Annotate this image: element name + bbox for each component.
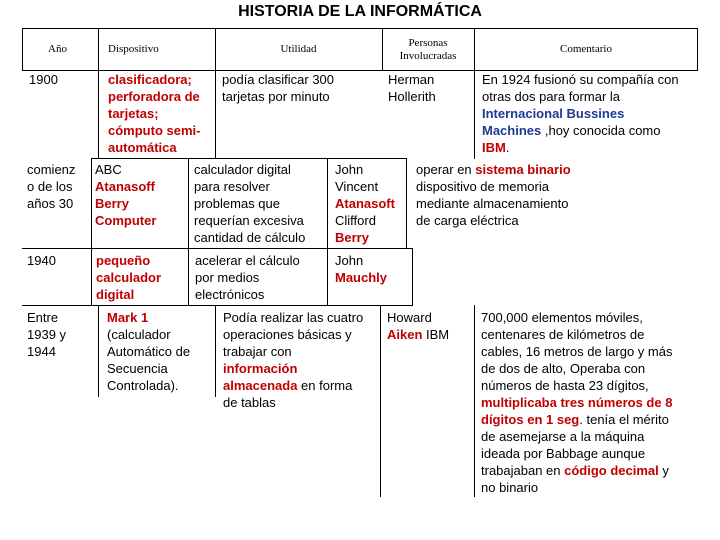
- row1-dispositivo: clasificadora; perforadora de tarjetas; cómputo semi- automática: [108, 72, 201, 155]
- row3-utilidad: acelerar el cálculo por medios electrónicos: [195, 253, 300, 302]
- row1-ano: 1900: [29, 72, 58, 87]
- row1-utilidad: podía clasificar 300 tarjetas por minuto: [222, 72, 335, 104]
- row4-utilidad: Podía realizar las cuatro operaciones básicas y trabajar con información almacenada en forma de tablas: [223, 310, 364, 410]
- row2-dispositivo: ABC Atanasoff Berry Computer: [95, 162, 157, 228]
- row3-personas: John Mauchly: [335, 253, 388, 285]
- row4-personas: Howard Aiken IBM: [387, 310, 450, 342]
- row4-ano: Entre 1939 y 1944: [27, 310, 67, 359]
- header-dispositivo: Dispositivo: [108, 43, 159, 55]
- row2-comentario: operar en sistema binario dispositivo de memoria mediante almacenamiento de carga eléctrica: [416, 162, 571, 228]
- row3-dispositivo: pequeño calculador digital: [96, 253, 162, 302]
- row1-comentario: En 1924 fusionó su compañía con otras dos para formar la Internacional Bussines Machines ,hoy conocida como IBM.: [482, 72, 679, 155]
- header-ano: Año: [48, 43, 67, 55]
- row2-utilidad: calculador digital para resolver problemas que requerían excesiva cantidad de cálculo: [194, 162, 306, 245]
- header-utilidad: Utilidad: [280, 43, 317, 55]
- row4-dispositivo: Mark 1 (calculador Automático de Secuencia Controlada).: [107, 310, 191, 393]
- row2-ano: comienz o de los años 30: [27, 162, 76, 211]
- row4-comentario: 700,000 elementos móviles, centenares de kilómetros de cables, 16 metros de largo y más de dos de alto, Operaba con números de hasta 23 dígitos, multiplicaba tres números de 8 dígitos en 1 seg. tenía el mérito de asemejarse a la máquina ideada por Babbage aunque trabajaban en código decimal y no binario: [481, 310, 673, 495]
- header-personas: Personas Involucradas: [399, 37, 457, 62]
- row1-personas: Herman Hollerith: [388, 72, 436, 104]
- page-title: HISTORIA DE LA INFORMÁTICA: [238, 3, 482, 20]
- header-comentario: Comentario: [560, 43, 612, 55]
- row2-personas: John Vincent Atanasoft Clifford Berry: [335, 162, 395, 245]
- row3-ano: 1940: [27, 253, 56, 268]
